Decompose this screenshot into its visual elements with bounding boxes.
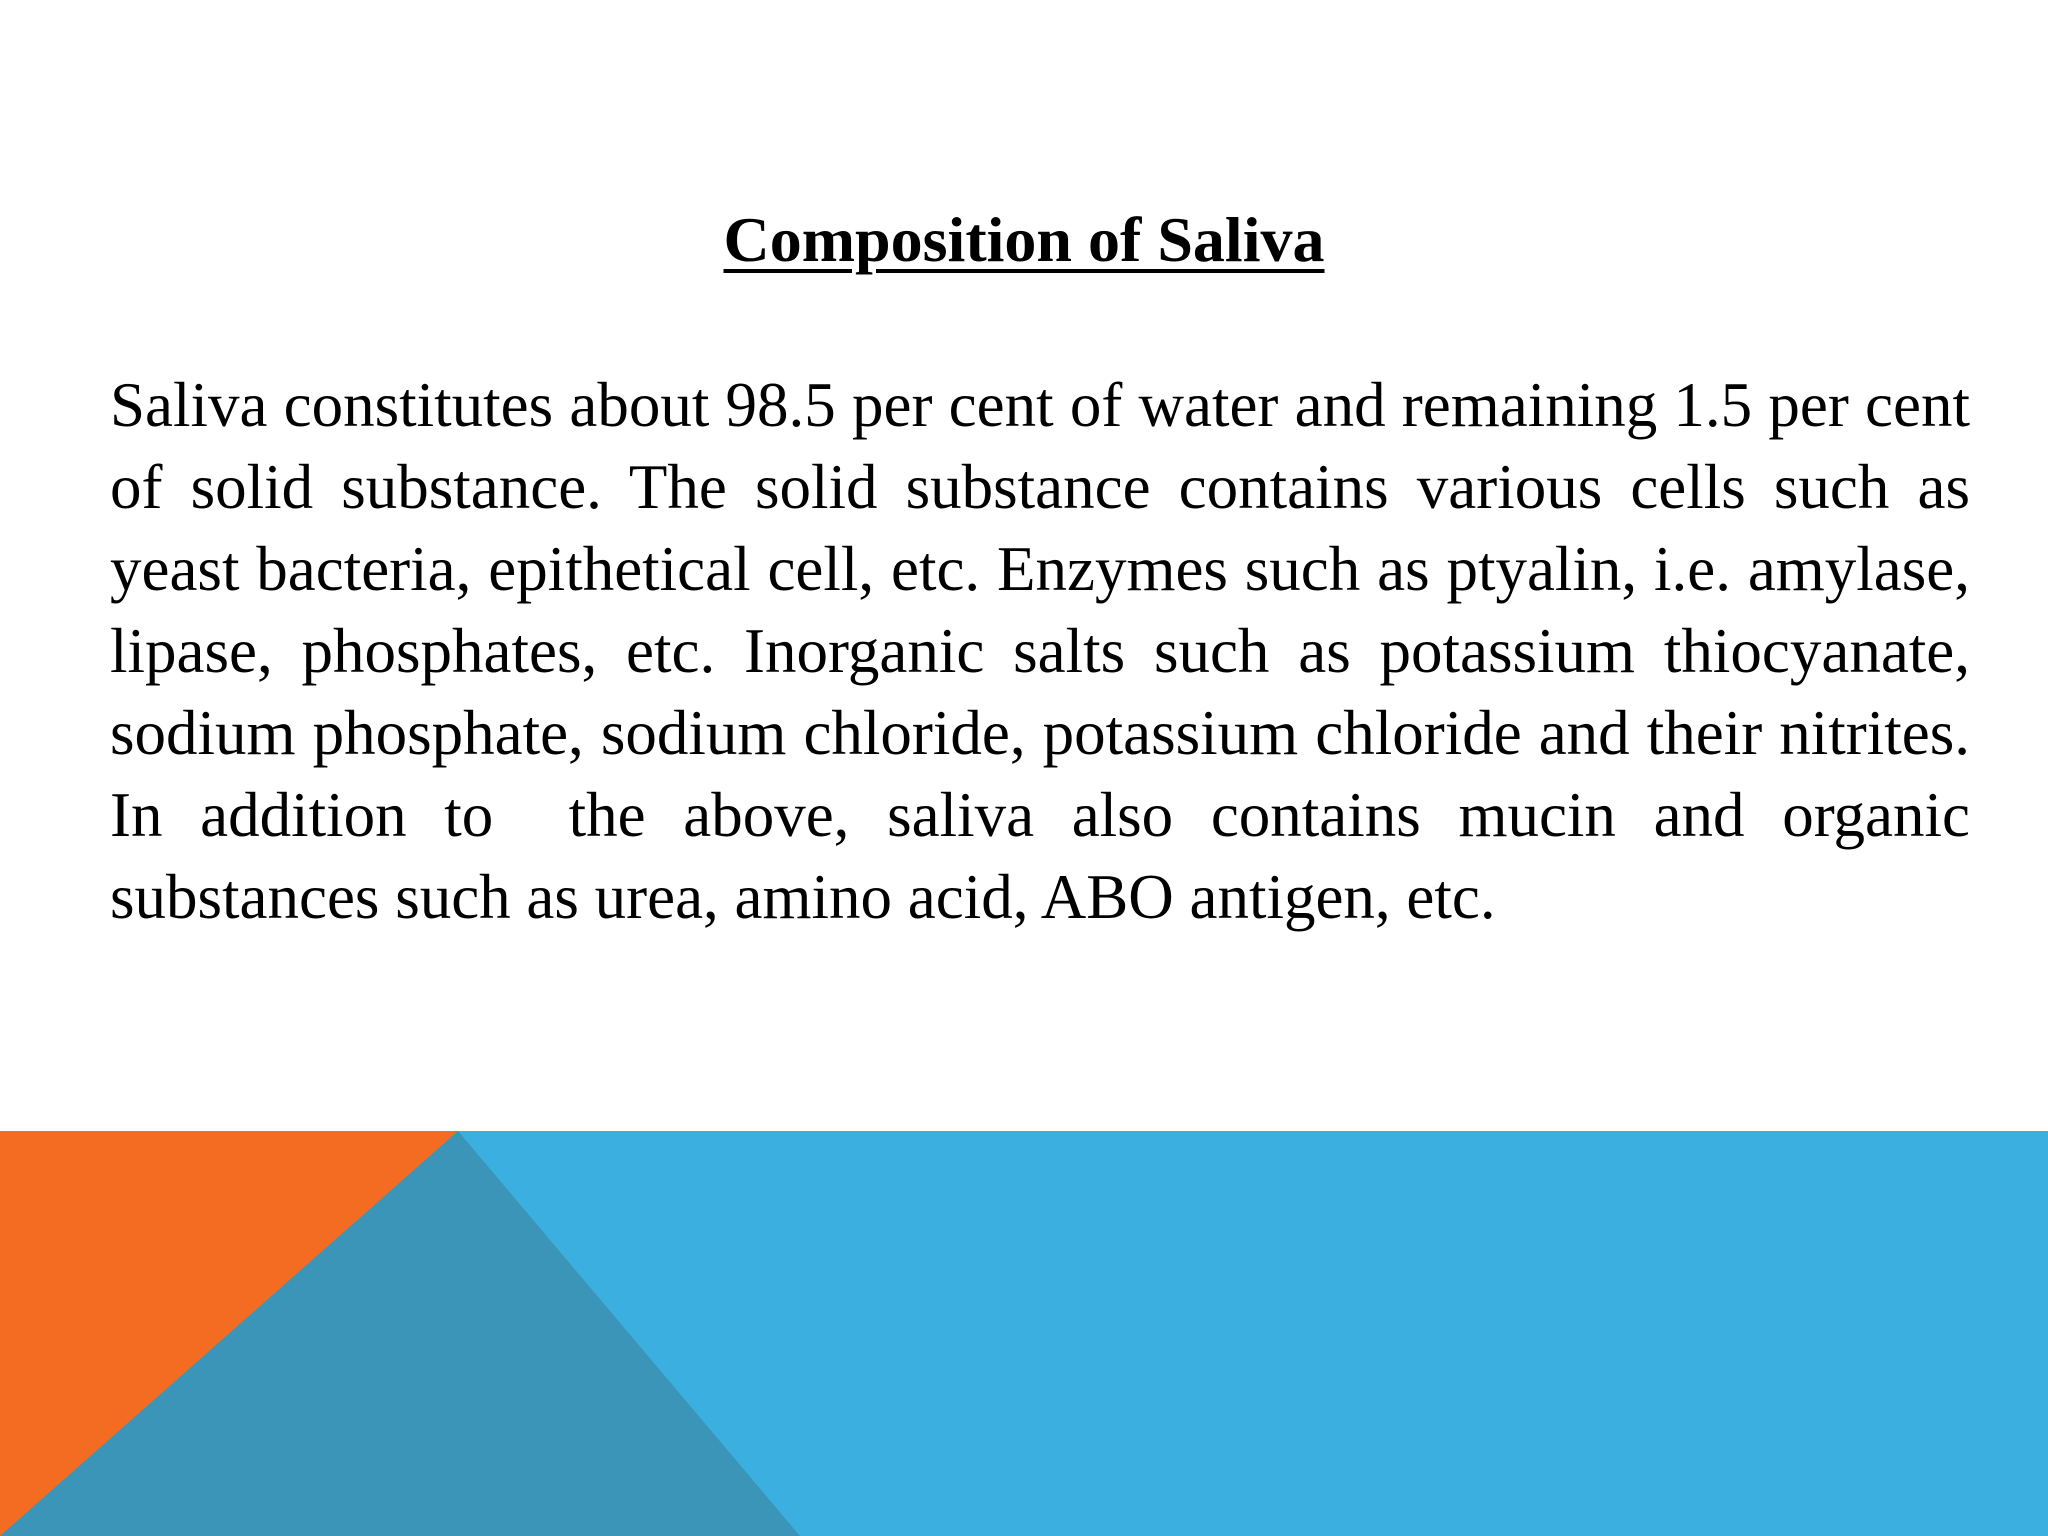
slide-body-text: Saliva constitutes about 98.5 per cent of water and remaining 1.5 per cent of solid substance. The solid substance contains various cells such as yeast bacteria, epithetical cell, etc. Enzymes such as ptyalin, i.e. amylase, lipase, phosphates, etc. Inorganic salts such as potassium thiocyanate, sodium phosphate, sodium chloride, potassium chloride and their nitrites. In addition to the above, saliva also contains mucin and organic substances such as urea, amino acid, ABO antigen, etc.	[110, 370, 1986, 932]
slide-title-text: Composition of Saliva	[723, 204, 1325, 275]
slide-title	[0, 200, 2048, 280]
decorative-footer-band	[0, 1131, 2048, 1536]
